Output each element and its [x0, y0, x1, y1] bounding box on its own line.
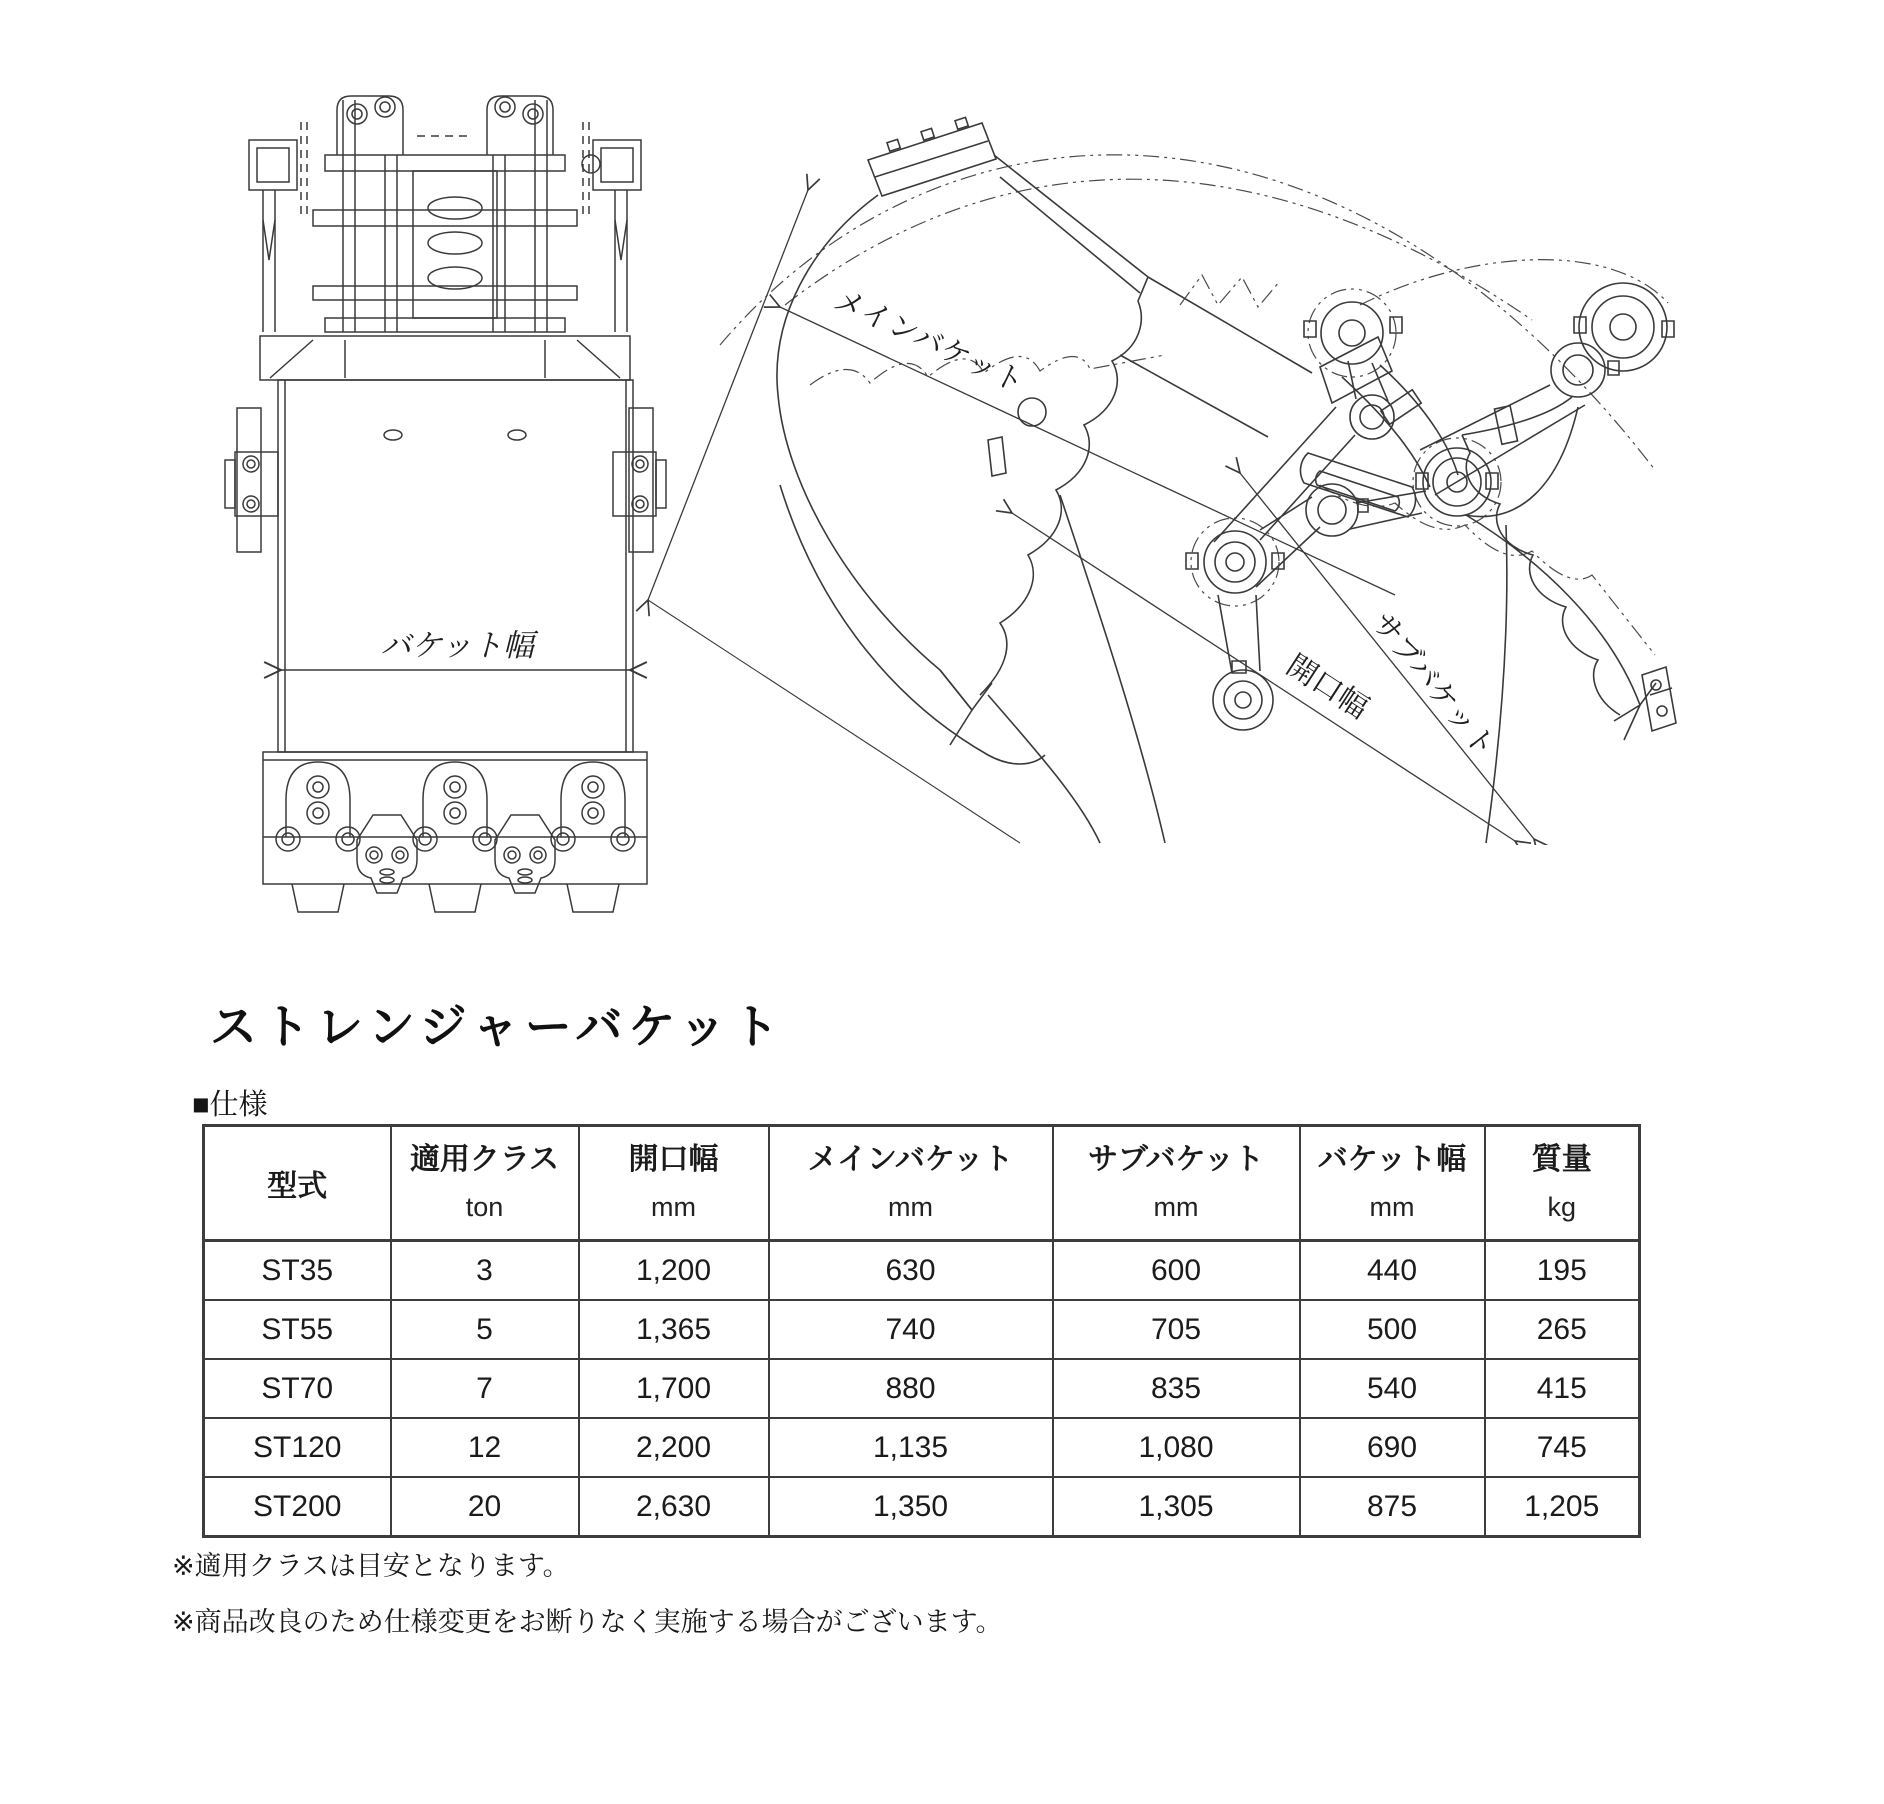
- footnote-class-guideline: ※適用クラスは目安となります。: [172, 1551, 570, 1581]
- bucket-width-label: バケット幅: [380, 628, 534, 663]
- cell-class: 20: [391, 1477, 579, 1537]
- cell-mass: 265: [1485, 1300, 1640, 1359]
- side-view-drawing: [620, 55, 1700, 845]
- cell-mass: 745: [1485, 1418, 1640, 1477]
- cell-main-bucket: 630: [769, 1241, 1053, 1301]
- cell-class: 3: [391, 1241, 579, 1301]
- cell-model: ST70: [204, 1359, 391, 1418]
- cell-class: 5: [391, 1300, 579, 1359]
- table-row: [204, 1241, 1640, 1301]
- header-opening-width: 開口幅 mm: [579, 1126, 769, 1241]
- cell-model: ST200: [204, 1477, 391, 1537]
- cell-model: ST35: [204, 1241, 391, 1301]
- cell-main-bucket: 880: [769, 1359, 1053, 1418]
- cell-main-bucket: 740: [769, 1300, 1053, 1359]
- header-row: [204, 1126, 1640, 1241]
- cell-mass: 1,205: [1485, 1477, 1640, 1537]
- cell-bucket-width: 440: [1300, 1241, 1485, 1301]
- cell-main-bucket: 1,350: [769, 1477, 1053, 1537]
- header-class: 適用クラス ton: [391, 1126, 579, 1241]
- closed-position-ghost: [720, 155, 1668, 655]
- table-row: [204, 1418, 1640, 1477]
- spec-table: [202, 1124, 1641, 1538]
- cell-sub-bucket: 600: [1053, 1241, 1300, 1301]
- cell-opening-width: 2,630: [579, 1477, 769, 1537]
- header-sub-bucket: サブバケット mm: [1053, 1126, 1300, 1241]
- cell-bucket-width: 540: [1300, 1359, 1485, 1418]
- sub-bucket-label: サブバケット: [1365, 606, 1502, 764]
- main-bucket-label: メインバケット: [828, 282, 1030, 400]
- spec-heading: ■仕様: [192, 1089, 268, 1121]
- cell-model: ST55: [204, 1300, 391, 1359]
- main-bucket-outline: [777, 117, 1312, 843]
- footnote-spec-change: ※商品改良のため仕様変更をお断りなく実施する場合がございます。: [172, 1607, 1003, 1637]
- header-model: 型式: [204, 1126, 391, 1241]
- cell-bucket-width: 500: [1300, 1300, 1485, 1359]
- cell-sub-bucket: 705: [1053, 1300, 1300, 1359]
- footnotes: [172, 1544, 1002, 1656]
- dimension-lines: [648, 190, 1534, 843]
- cutting-edge-teeth: [263, 752, 647, 912]
- coupler-bracket: [249, 96, 641, 380]
- cell-opening-width: 1,365: [579, 1300, 769, 1359]
- cell-class: 7: [391, 1359, 579, 1418]
- cell-opening-width: 1,200: [579, 1241, 769, 1301]
- opening-width-label: 開口幅: [1280, 648, 1374, 726]
- cell-sub-bucket: 1,080: [1053, 1418, 1300, 1477]
- cell-bucket-width: 690: [1300, 1418, 1485, 1477]
- table-row: [204, 1300, 1640, 1359]
- cell-mass: 415: [1485, 1359, 1640, 1418]
- bucket-width-dimension: [281, 628, 630, 670]
- page-title: ストレンジャーバケット: [210, 1000, 786, 1053]
- cell-opening-width: 1,700: [579, 1359, 769, 1418]
- cell-mass: 195: [1485, 1241, 1640, 1301]
- header-mass: 質量 kg: [1485, 1126, 1640, 1241]
- cell-model: ST120: [204, 1418, 391, 1477]
- sub-bucket-outline: [1462, 397, 1676, 843]
- table-row: [204, 1477, 1640, 1537]
- cell-sub-bucket: 835: [1053, 1359, 1300, 1418]
- header-main-bucket: メインバケット mm: [769, 1126, 1053, 1241]
- cell-main-bucket: 1,135: [769, 1418, 1053, 1477]
- bucket-body: [225, 380, 666, 752]
- cell-class: 12: [391, 1418, 579, 1477]
- cell-sub-bucket: 1,305: [1053, 1477, 1300, 1537]
- table-row: [204, 1359, 1640, 1418]
- cell-bucket-width: 875: [1300, 1477, 1485, 1537]
- header-bucket-width: バケット幅 mm: [1300, 1126, 1485, 1241]
- cell-opening-width: 2,200: [579, 1418, 769, 1477]
